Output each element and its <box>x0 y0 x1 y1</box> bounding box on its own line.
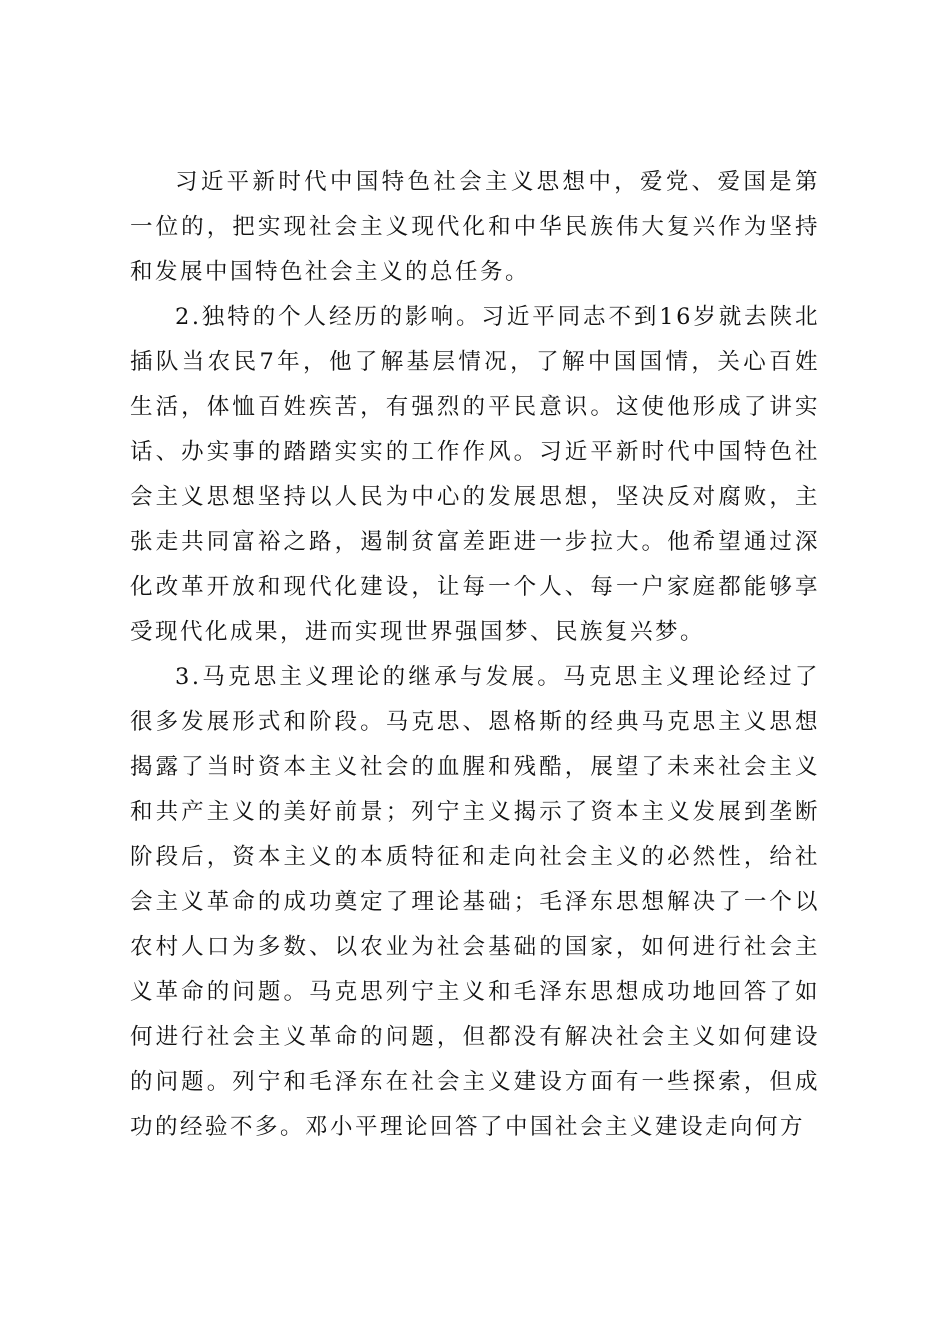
paragraph-marxist-theory: 3.马克思主义理论的继承与发展。马克思主义理论经过了很多发展形式和阶段。马克思、恩格斯的经典马克思主义思想揭露了当时资本主义社会的血腥和残酷，展望了未来社会主义和共产主义的美好前景；列宁主义揭示了资本主义发展到垄断阶段后，资本主义的本质特征和走向社会主义的必然性，给社会主义革命的成功奠定了理论基础；毛泽东思想解决了一个以农村人口为多数、以农业为社会基础的国家，如何进行社会主义革命的问题。马克思列宁主义和毛泽东思想成功地回答了如何进行社会主义革命的问题，但都没有解决社会主义如何建设的问题。列宁和毛泽东在社会主义建设方面有一些探索，但成功的经验不多。邓小平理论回答了中国社会主义建设走向何方 <box>130 664 820 1140</box>
paragraph-personal-experience: 2.独特的个人经历的影响。习近平同志不到16岁就去陕北插队当农民7年，他了解基层情况，了解中国国情，关心百姓生活，体恤百姓疾苦，有强烈的平民意识。这使他形成了讲实话、办实事的踏踏实实的工作作风。习近平新时代中国特色社会主义思想坚持以人民为中心的发展思想，坚决反对腐败，主张走共同富裕之路，遏制贫富差距进一步拉大。他希望通过深化改革开放和现代化建设，让每一个人、每一户家庭都能够享受现代化成果，进而实现世界强国梦、民族复兴梦。 <box>130 304 820 645</box>
document-body <box>130 160 820 1150</box>
paragraph-intro: 习近平新时代中国特色社会主义思想中，爱党、爱国是第一位的，把实现社会主义现代化和中华民族伟大复兴作为坚持和发展中国特色社会主义的总任务。 <box>130 169 820 285</box>
